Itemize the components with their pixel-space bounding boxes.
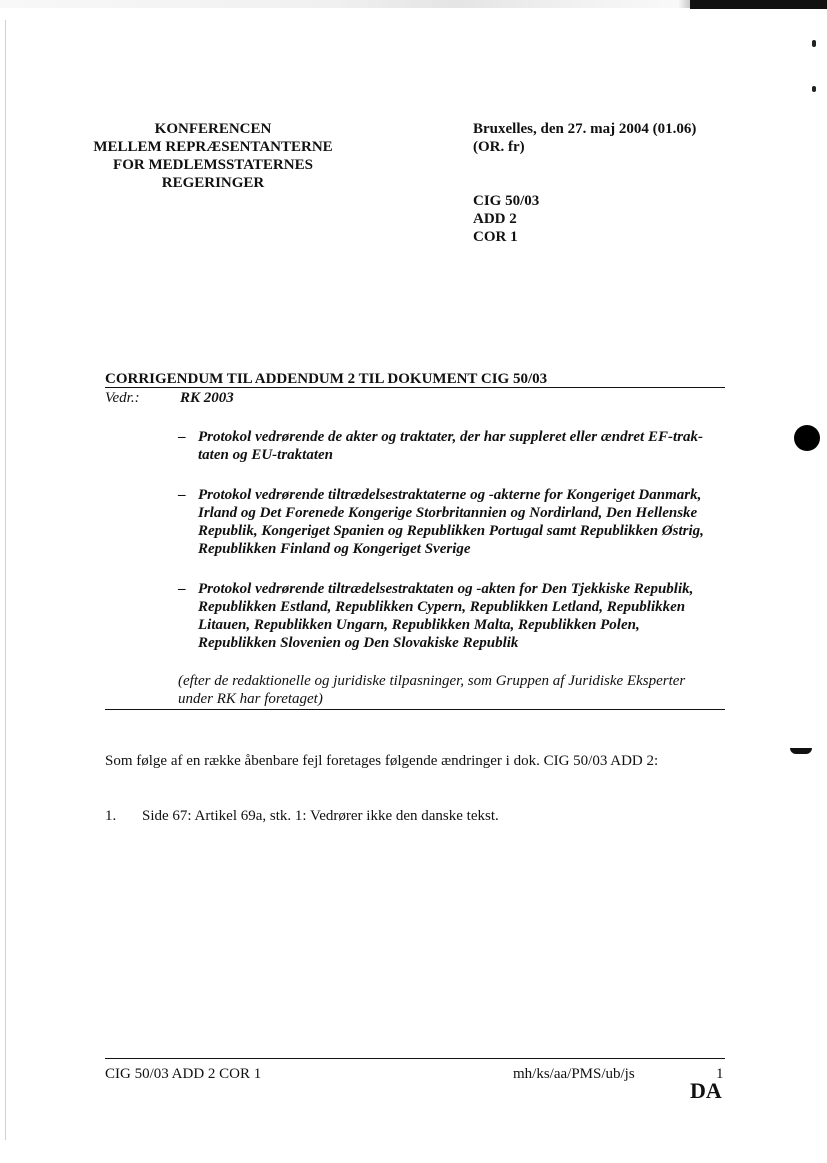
note-line: (efter de redaktionelle og juridiske tilpasninger, som Gruppen af Juridiske Eksperter [178, 673, 686, 689]
institution-line: KONFERENCEN [154, 121, 272, 137]
doc-ref: CIG 50/03 [473, 193, 540, 209]
institution-line: MELLEM REPRÆSENTANTERNE [93, 139, 333, 155]
protocol-line: Litauen, Republikken Ungarn, Republikken Malta, Republikken Polen, [198, 617, 640, 633]
protocol-item [178, 428, 738, 464]
bullet-dash: – [178, 487, 186, 503]
bullet-dash: – [178, 429, 186, 445]
protocol-line: Protokol vedrørende tiltrædelsestraktaten og -akten for Den Tjekkiske Republik, [198, 581, 694, 597]
protocol-line: Republikken Finland og Kongeriget Sverige [198, 541, 471, 557]
subject-label: Vedr.: [105, 390, 140, 406]
footer-initials: mh/ks/aa/PMS/ub/js [513, 1066, 635, 1082]
note-line: under RK har foretaget) [178, 691, 323, 707]
protocol-item [178, 486, 738, 558]
scan-speck [812, 86, 816, 92]
title-rule [105, 387, 725, 388]
footer-rule [105, 1058, 725, 1059]
corrigendum-title: CORRIGENDUM TIL ADDENDUM 2 TIL DOKUMENT CIG 50/03 [105, 371, 548, 387]
protocol-item [178, 580, 738, 652]
protocol-line: Republikken Estland, Republikken Cypern, Republikken Letland, Republikken [198, 599, 686, 615]
protocol-line: Protokol vedrørende tiltrædelsestraktaterne og -akterne for Kongeriget Danmark, [198, 487, 702, 503]
punch-hole-mark [794, 425, 820, 451]
item-text: Side 67: Artikel 69a, stk. 1: Vedrører ikke den danske tekst. [142, 808, 499, 824]
scan-top-dark-mark [690, 0, 827, 9]
institution-line: REGERINGER [161, 175, 265, 191]
footer-doc-ref: CIG 50/03 ADD 2 COR 1 [105, 1066, 262, 1082]
bullet-dash: – [178, 581, 186, 597]
protocol-line: Protokol vedrørende de akter og traktater, der har suppleret eller ændret EF-trak- [198, 429, 703, 445]
subject-value: RK 2003 [180, 390, 234, 406]
protocol-line: Irland og Det Forenede Kongerige Storbritannien og Nordirland, Den Hellenske [198, 505, 698, 521]
scan-speck [812, 40, 816, 47]
institution-line: FOR MEDLEMSSTATERNES [113, 157, 313, 173]
footer-page-number: 1 [716, 1066, 724, 1082]
item-number: 1. [105, 808, 117, 824]
note-rule [105, 709, 725, 710]
protocol-line: Republikken Slovenien og Den Slovakiske Republik [198, 635, 519, 651]
institution-block [68, 120, 358, 192]
footer-language: DA [690, 1078, 722, 1103]
scan-speck [790, 748, 812, 754]
scan-left-edge [5, 20, 6, 1140]
intro-paragraph: Som følge af en række åbenbare fejl foretages følgende ændringer i dok. CIG 50/03 ADD 2: [105, 753, 659, 769]
place-date: Bruxelles, den 27. maj 2004 (01.06) [473, 121, 697, 137]
protocol-line: taten og EU-traktaten [198, 447, 334, 463]
protocol-line: Republik, Kongeriget Spanien og Republikken Portugal samt Republikken Østrig, [198, 523, 704, 539]
doc-ref-addendum: ADD 2 [473, 211, 517, 227]
editorial-note [178, 672, 685, 708]
original-language: (OR. fr) [473, 139, 525, 155]
doc-ref-corrigendum: COR 1 [473, 229, 518, 245]
